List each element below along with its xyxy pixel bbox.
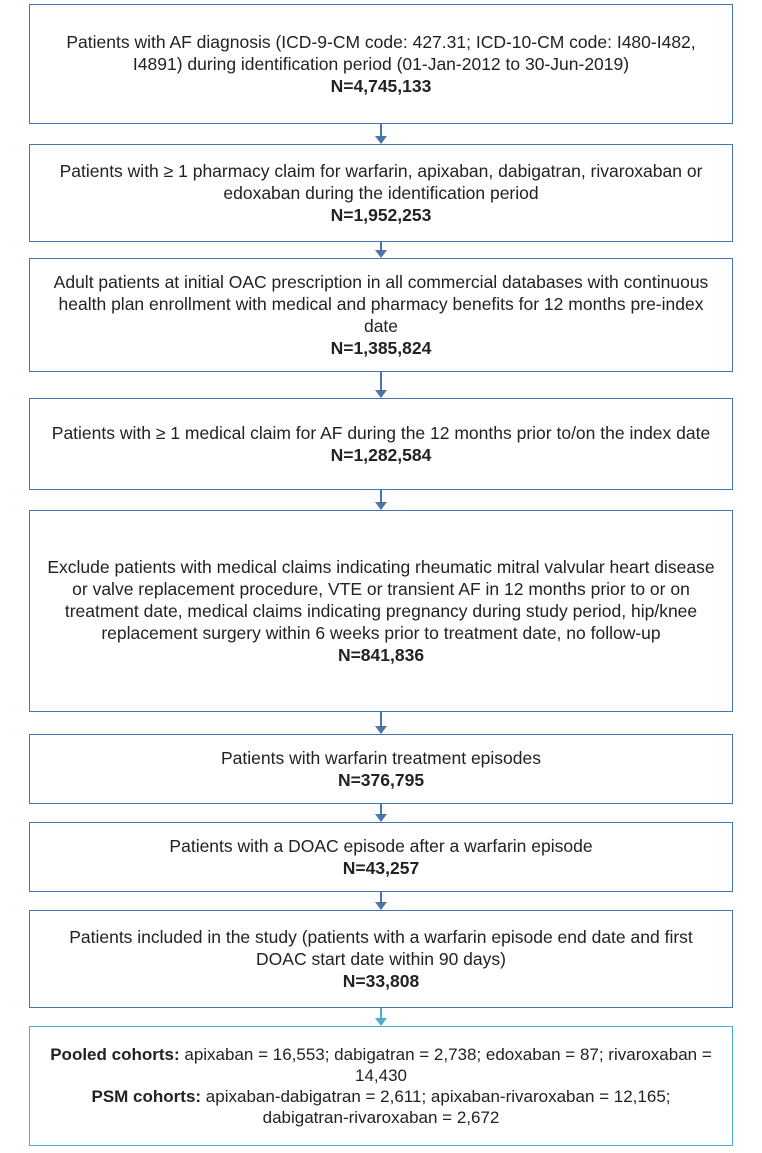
pooled-cohorts-label: Pooled cohorts: xyxy=(50,1045,180,1064)
step-text: Adult patients at initial OAC prescription in all commercial databases with continuous health plan enrollment with medical and pharmacy benefits for 12 months pre-index date xyxy=(53,272,709,336)
psm-cohorts-text: apixaban-dabigatran = 2,611; apixaban-rivaroxaban = 12,165; dabigatran-rivaroxaban = 2,672 xyxy=(205,1087,671,1127)
step-box-2 xyxy=(29,144,733,242)
step-box-8 xyxy=(29,910,733,1008)
step-count: N=43,257 xyxy=(342,858,420,878)
step-box-4 xyxy=(29,398,733,490)
psm-cohorts-label: PSM cohorts: xyxy=(91,1087,202,1106)
flow-arrow xyxy=(375,124,387,144)
step-text: Patients included in the study (patients with a warfarin episode end date and first DOAC start date within 90 days) xyxy=(69,927,693,969)
flow-arrow xyxy=(375,1008,387,1026)
step-count: N=376,795 xyxy=(337,770,425,790)
flow-arrow xyxy=(375,804,387,822)
step-text: Exclude patients with medical claims indicating rheumatic mitral valvular heart disease or valve replacement procedure, VTE or transient AF in 12 months prior to or on treatment date, medical claims indicating pregnancy during study period, hip/knee replacement surgery within 6 weeks prior to treatment date, no follow-up xyxy=(47,557,715,643)
step-count: N=33,808 xyxy=(342,971,420,991)
step-text: Patients with ≥ 1 medical claim for AF during the 12 months prior to/on the index date xyxy=(51,423,711,443)
flow-arrow xyxy=(375,242,387,258)
step-box-1 xyxy=(29,4,733,124)
pooled-cohorts-text: apixaban = 16,553; dabigatran = 2,738; edoxaban = 87; rivaroxaban = 14,430 xyxy=(184,1045,712,1085)
step-text: Patients with warfarin treatment episodes xyxy=(220,748,542,768)
step-text: Patients with ≥ 1 pharmacy claim for warfarin, apixaban, dabigatran, rivaroxaban or edoxaban during the identification period xyxy=(59,161,703,203)
step-count: N=4,745,133 xyxy=(330,76,432,96)
step-text: Patients with AF diagnosis (ICD-9-CM code: 427.31; ICD-10-CM code: I480-I482, I4891) during identification period (01-Jan-2012 to 30-Jun-2019) xyxy=(66,32,696,74)
pooled-cohorts xyxy=(48,1044,714,1086)
step-count: N=1,282,584 xyxy=(330,445,432,465)
flow-arrow xyxy=(375,490,387,510)
cohorts-box xyxy=(29,1026,733,1146)
step-count: N=1,952,253 xyxy=(330,205,432,225)
flow-arrow xyxy=(375,892,387,910)
step-box-7 xyxy=(29,822,733,892)
flow-arrow xyxy=(375,712,387,734)
step-text: Patients with a DOAC episode after a warfarin episode xyxy=(169,836,593,856)
step-box-3 xyxy=(29,258,733,372)
step-count: N=1,385,824 xyxy=(330,338,432,358)
step-count: N=841,836 xyxy=(337,645,425,665)
psm-cohorts xyxy=(48,1086,714,1128)
step-box-6 xyxy=(29,734,733,804)
flow-arrow xyxy=(375,372,387,398)
step-box-5 xyxy=(29,510,733,712)
